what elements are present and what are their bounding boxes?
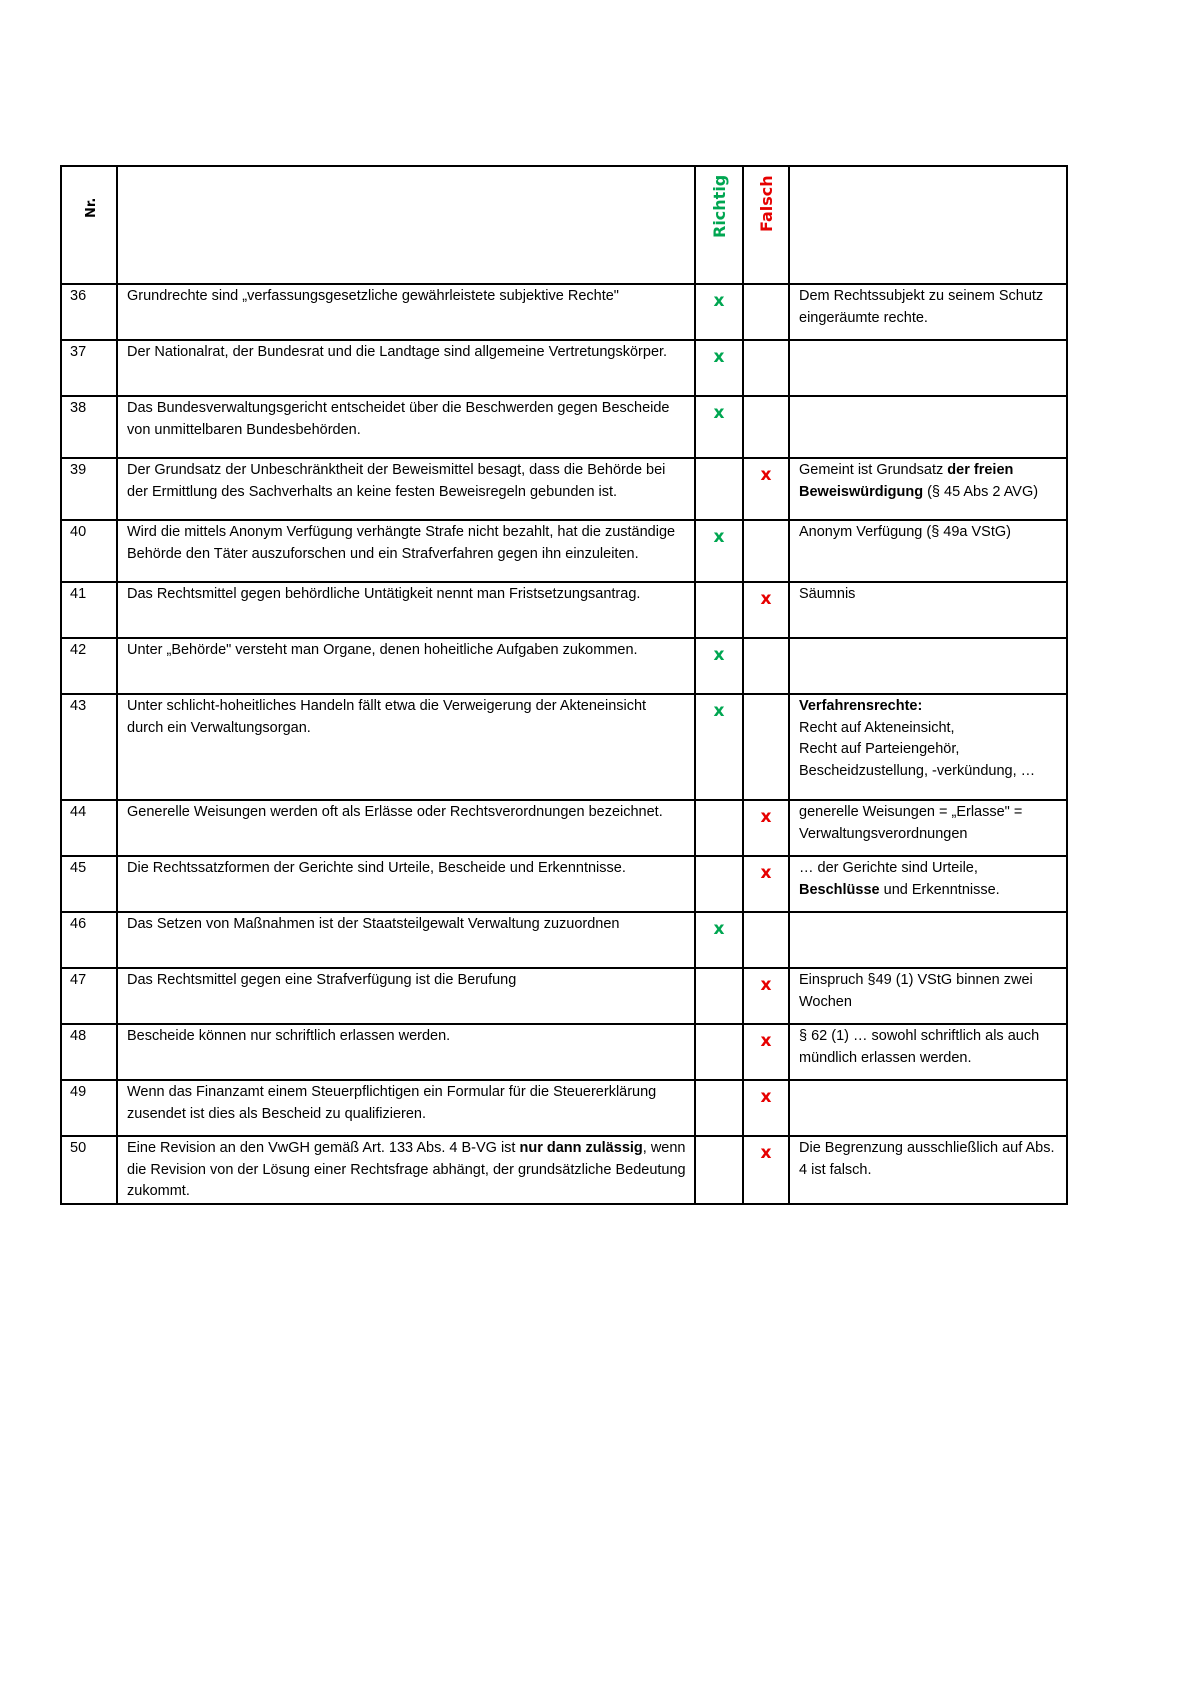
falsch-mark: [743, 520, 789, 582]
question-text: [117, 856, 695, 912]
text-segment: nur dann zulässig: [519, 1140, 643, 1156]
row-number: 44: [61, 800, 117, 856]
text-segment: Unter „Behörde" versteht man Organe, denen hoheitliche Aufgaben zukommen.: [127, 642, 638, 658]
note-text: [789, 582, 1067, 638]
text-segment: Wird die mittels Anonym Verfügung verhängte Strafe nicht bezahlt, hat die zuständige Behörde den Täter auszuforschen und ein Strafverfahren gegen ihn einzuleiten.: [127, 524, 676, 562]
richtig-mark: x: [695, 694, 743, 800]
text-segment: Eine Revision an den VwGH gemäß Art. 133 Abs. 4 B-VG ist: [127, 1140, 520, 1156]
table-body: [61, 284, 1067, 1204]
richtig-mark: [695, 856, 743, 912]
falsch-mark: x: [743, 1024, 789, 1080]
falsch-mark: [743, 638, 789, 694]
richtig-mark: x: [695, 638, 743, 694]
header-question: [117, 166, 695, 284]
richtig-mark: [695, 458, 743, 520]
falsch-mark: x: [743, 800, 789, 856]
header-note: [789, 166, 1067, 284]
falsch-mark: x: [743, 968, 789, 1024]
table-row: [61, 284, 1067, 340]
row-number: 47: [61, 968, 117, 1024]
row-number: 39: [61, 458, 117, 520]
header-falsch: [743, 166, 789, 284]
text-segment: Die Rechtssatzformen der Gerichte sind Urteile, Bescheide und Erkenntnisse.: [127, 860, 626, 876]
question-text: [117, 800, 695, 856]
richtig-mark: [695, 1024, 743, 1080]
text-segment: Das Setzen von Maßnahmen ist der Staatsteilgewalt Verwaltung zuzuordnen: [127, 916, 620, 932]
text-segment: (§ 45 Abs 2 AVG): [923, 483, 1039, 500]
question-text: [117, 582, 695, 638]
table-row: [61, 396, 1067, 458]
text-segment: Verfahrensrechte:: [799, 698, 923, 714]
text-segment: Unter schlicht-hoheitliches Handeln fällt etwa die Verweigerung der Akteneinsicht durch ein Verwaltungsorgan.: [127, 698, 647, 736]
table-row: [61, 1080, 1067, 1136]
row-number: 38: [61, 396, 117, 458]
table-row: [61, 582, 1067, 638]
text-segment: Bescheide können nur schriftlich erlassen werden.: [127, 1028, 451, 1044]
note-text: [789, 694, 1067, 800]
note-text: [789, 856, 1067, 912]
falsch-mark: [743, 912, 789, 968]
falsch-mark: x: [743, 1136, 789, 1204]
text-segment: der freien Beweiswürdigung: [799, 462, 1014, 500]
text-segment: Der Nationalrat, der Bundesrat und die Landtage sind allgemeine Vertretungskörper.: [127, 344, 668, 360]
text-segment: Einspruch §49 (1) VStG binnen zwei Wochen: [799, 972, 1033, 1010]
richtig-mark: x: [695, 340, 743, 396]
note-text: [789, 912, 1067, 968]
note-text: [789, 1024, 1067, 1080]
note-text: [789, 458, 1067, 520]
table-row: [61, 1024, 1067, 1080]
row-number: 42: [61, 638, 117, 694]
richtig-mark: [695, 1080, 743, 1136]
falsch-mark: [743, 340, 789, 396]
table-row: [61, 520, 1067, 582]
header-richtig: [695, 166, 743, 284]
text-segment: Recht auf Parteiengehör,: [799, 741, 960, 757]
question-text: [117, 1136, 695, 1204]
falsch-mark: x: [743, 582, 789, 638]
row-number: 46: [61, 912, 117, 968]
table-row: [61, 638, 1067, 694]
text-segment: Anonym Verfügung (§ 49a VStG): [799, 524, 1011, 540]
note-text: [789, 284, 1067, 340]
table-row: [61, 458, 1067, 520]
text-segment: Wenn das Finanzamt einem Steuerpflichtigen ein Formular für die Steuererklärung zusendet ist dies als Bescheid zu qualifizieren.: [127, 1084, 657, 1122]
question-text: [117, 340, 695, 396]
table-row: [61, 694, 1067, 800]
note-text: [789, 520, 1067, 582]
falsch-mark: [743, 284, 789, 340]
note-text: [789, 340, 1067, 396]
text-segment: und Erkenntnisse.: [879, 881, 1000, 898]
richtig-mark: x: [695, 912, 743, 968]
header-row: [61, 166, 1067, 284]
note-text: [789, 396, 1067, 458]
richtig-mark: x: [695, 520, 743, 582]
text-segment: Das Rechtsmittel gegen eine Strafverfügung ist die Berufung: [127, 972, 517, 988]
header-falsch-label: Falsch: [757, 174, 776, 232]
richtig-mark: [695, 968, 743, 1024]
richtig-mark: [695, 582, 743, 638]
question-text: [117, 1080, 695, 1136]
row-number: 49: [61, 1080, 117, 1136]
text-segment: Gemeint ist Grundsatz: [799, 462, 948, 478]
row-number: 48: [61, 1024, 117, 1080]
text-segment: Das Rechtsmittel gegen behördliche Untätigkeit nennt man Fristsetzungsantrag.: [127, 586, 641, 602]
falsch-mark: x: [743, 458, 789, 520]
text-segment: § 62 (1) … sowohl schriftlich als auch mündlich erlassen werden.: [799, 1028, 1040, 1066]
table-row: [61, 340, 1067, 396]
richtig-mark: [695, 1136, 743, 1204]
text-segment: generelle Weisungen = „Erlasse" = Verwaltungsverordnungen: [799, 804, 1023, 842]
text-segment: Dem Rechtssubjekt zu seinem Schutz eingeräumte rechte.: [799, 288, 1044, 326]
text-segment: Der Grundsatz der Unbeschränktheit der Beweismittel besagt, dass die Behörde bei der Ermittlung des Sachverhalts an keine festen Beweisregeln gebunden ist.: [127, 462, 666, 500]
row-number: 50: [61, 1136, 117, 1204]
richtig-mark: x: [695, 396, 743, 458]
note-text: [789, 1136, 1067, 1204]
note-text: [789, 638, 1067, 694]
question-text: [117, 968, 695, 1024]
table-row: [61, 1136, 1067, 1204]
text-segment: Beschlüsse: [799, 881, 880, 898]
question-text: [117, 1024, 695, 1080]
richtig-mark: x: [695, 284, 743, 340]
question-text: [117, 396, 695, 458]
falsch-mark: x: [743, 856, 789, 912]
row-number: 36: [61, 284, 117, 340]
note-text: [789, 1080, 1067, 1136]
table-row: [61, 912, 1067, 968]
question-text: [117, 284, 695, 340]
text-segment: , wenn die Revision von der Lösung einer Rechtsfrage abhängt, der grundsätzliche Bedeutung zukommt.: [127, 1140, 686, 1199]
text-segment: Die Begrenzung ausschließlich auf Abs. 4 ist falsch.: [799, 1140, 1055, 1178]
question-text: [117, 694, 695, 800]
richtig-mark: [695, 800, 743, 856]
falsch-mark: x: [743, 1080, 789, 1136]
text-segment: Generelle Weisungen werden oft als Erlässe oder Rechtsverordnungen bezeichnet.: [127, 804, 663, 820]
header-nr-label: Nr.: [84, 197, 99, 218]
header-nr: [61, 166, 117, 284]
table-row: [61, 800, 1067, 856]
row-number: 45: [61, 856, 117, 912]
question-text: [117, 458, 695, 520]
falsch-mark: [743, 396, 789, 458]
question-text: [117, 520, 695, 582]
note-text: [789, 968, 1067, 1024]
text-segment: Grundrechte sind „verfassungsgesetzliche gewährleistete subjektive Rechte": [127, 288, 619, 304]
text-segment: Das Bundesverwaltungsgericht entscheidet über die Beschwerden gegen Bescheide von unmittelbaren Bundesbehörden.: [127, 400, 670, 438]
quiz-table: [60, 165, 1068, 1205]
text-segment: Bescheidzustellung, -verkündung, …: [799, 762, 1036, 779]
note-text: [789, 800, 1067, 856]
table-row: [61, 856, 1067, 912]
table-row: [61, 968, 1067, 1024]
row-number: 40: [61, 520, 117, 582]
text-segment: … der Gerichte sind Urteile,: [799, 860, 978, 876]
row-number: 37: [61, 340, 117, 396]
text-segment: Säumnis: [799, 586, 856, 602]
question-text: [117, 638, 695, 694]
question-text: [117, 912, 695, 968]
row-number: 43: [61, 694, 117, 800]
text-segment: Recht auf Akteneinsicht,: [799, 719, 955, 736]
header-richtig-label: Richtig: [710, 174, 729, 238]
falsch-mark: [743, 694, 789, 800]
row-number: 41: [61, 582, 117, 638]
